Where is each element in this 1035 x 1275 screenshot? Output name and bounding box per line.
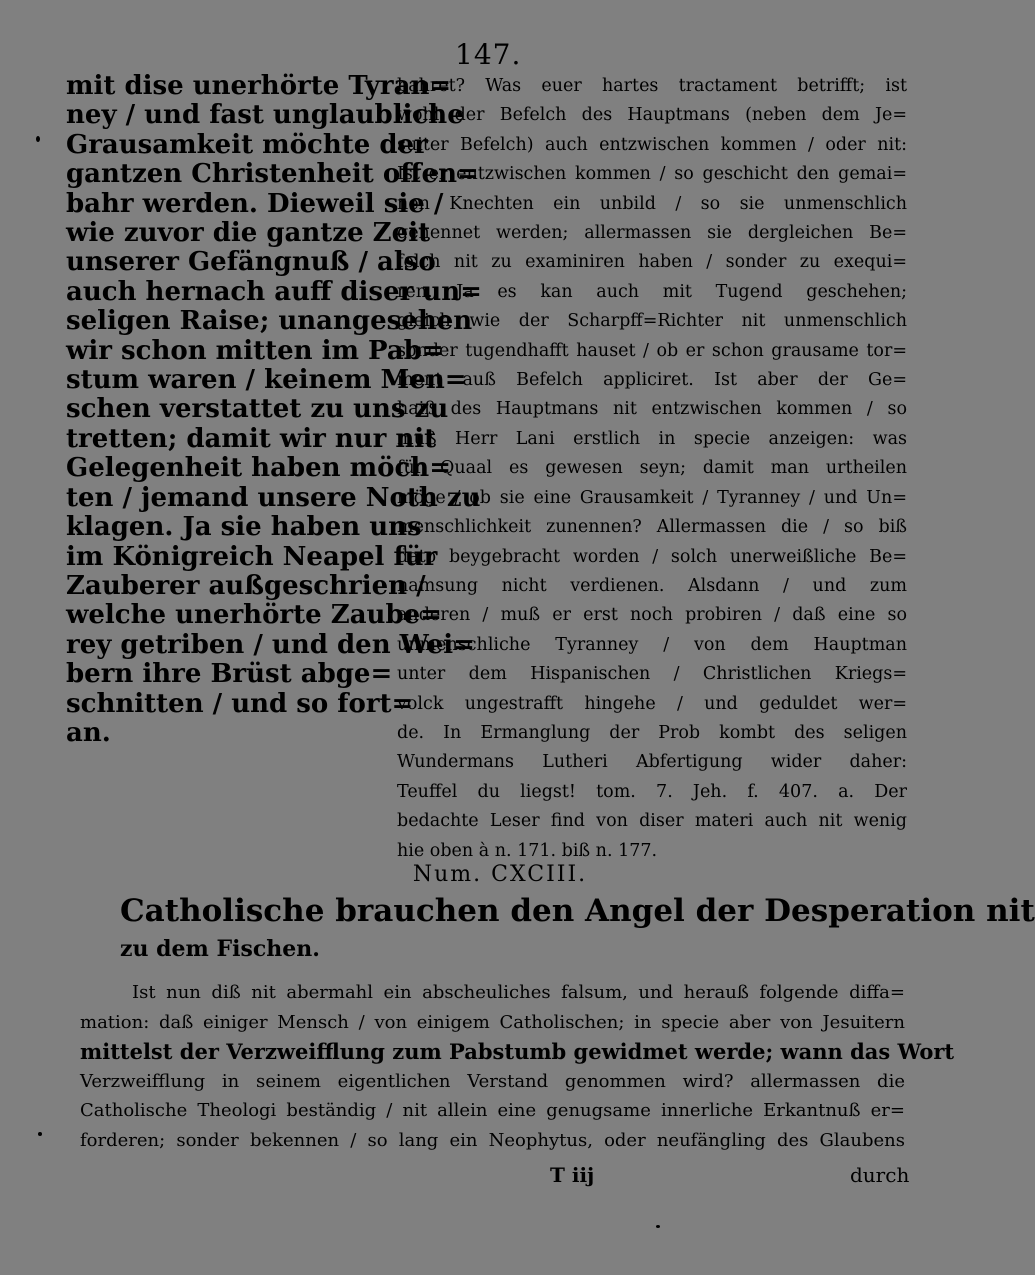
right-line: bahret? Was euer hartes tractament betrifft; ist xyxy=(397,76,907,96)
ink-speck xyxy=(656,1225,660,1228)
left-line: an. xyxy=(66,717,111,748)
left-line: stum waren / keinem Men= xyxy=(66,365,467,396)
catchword: durch xyxy=(850,1163,910,1187)
left-line: ten / jemand unsere Noth zu xyxy=(66,482,481,513)
left-line: Gelegenheit haben möch= xyxy=(66,453,451,484)
body-line: Catholische Theologi beständig / nit allein eine genugsame innerliche Erkantnuß er= xyxy=(80,1100,905,1122)
section-number: Num. CXCIII. xyxy=(412,862,588,887)
body-line: Verzweifflung in seinem eigentlichen Verstand genommen wird? allermassen die xyxy=(80,1070,905,1092)
right-line: Teuffel du liegst! tom. 7. Jeh. f. 407. a. Der xyxy=(397,781,907,802)
ink-speck xyxy=(38,1132,42,1136)
right-line: haiß des Hauptmans nit entzwischen kommen / so xyxy=(397,399,907,420)
body-line: Ist nun diß nit abermahl ein abscheuliches falsum, und herauß folgende diffa= xyxy=(132,982,905,1003)
section-heading xyxy=(120,892,1035,968)
right-line: ren. Ja es kan auch mit Tugend geschehen; xyxy=(397,281,907,302)
right-column xyxy=(397,72,907,866)
right-line: hie oben à n. 171. biß n. 177. xyxy=(397,840,658,861)
right-line: nen Knechten ein unbild / so sie unmenschlich xyxy=(397,193,907,214)
right-line: ment auß Befelch appliciret. Ist aber der Ge= xyxy=(397,370,907,391)
right-line: Ist er entzwischen kommen / so geschicht den gemai= xyxy=(397,164,907,185)
left-line: schen verstattet zu uns zu xyxy=(66,394,449,425)
body-line: mation: daß einiger Mensch / von einigem Catholischen; in specie aber von Jesuitern xyxy=(80,1011,905,1033)
left-line: bahr werden. Dieweil sie / xyxy=(66,188,444,219)
left-line: Grausamkeit möchte der xyxy=(66,129,428,160)
left-line: auch hernach auff diser un= xyxy=(66,276,482,307)
left-column xyxy=(66,71,482,748)
left-line: mit dise unerhörte Tyran= xyxy=(66,71,452,101)
right-line: sonder tugendhafft hauset / ob er schon grausame tor= xyxy=(397,340,907,361)
signature-mark: T iij xyxy=(550,1163,595,1187)
right-line: Wundermans Lutheri Abfertigung wider daher: xyxy=(397,752,907,773)
left-line: rey getriben / und den Wei= xyxy=(66,629,475,660)
right-line: felch nit zu examiniren haben / sonder zu exequi= xyxy=(397,252,907,273)
left-line: wie zuvor die gantze Zeit xyxy=(66,218,431,249)
right-line: genennet werden; allermassen sie dergleichen Be= xyxy=(397,223,907,244)
left-line: wir schon mitten im Pab= xyxy=(66,335,444,366)
section-body xyxy=(80,978,955,1156)
body-line: mittelst der Verzweifflung zum Pabstumb gewidmet werde; wann das Wort xyxy=(80,1039,955,1065)
right-line: menschlichkeit zunennen? Allermassen die / so biß xyxy=(397,517,907,538)
left-line: unserer Gefängnuß / also xyxy=(66,247,436,278)
right-line: namsung nicht verdienen. Alsdann / und zum xyxy=(397,575,907,596)
left-line: seligen Raise; unangesehen xyxy=(66,306,473,337)
right-line: unter dem Hispanischen / Christlichen Kriegs= xyxy=(397,664,907,685)
right-line: wohl der Befelch des Hauptmans (neben dem Je= xyxy=(397,105,907,126)
right-line: suiter Befelch) auch entzwischen kommen / oder nit: xyxy=(397,134,907,155)
left-line: schnitten / und so fort= xyxy=(66,688,414,719)
right-line: für Quaal es gewesen seyn; damit man urtheilen xyxy=(397,458,907,479)
right-line: gleich wie der Scharpff=Richter nit unmenschlich xyxy=(397,311,907,332)
left-line: klagen. Ja sie haben uns xyxy=(66,512,422,543)
ink-speck xyxy=(36,136,40,142)
left-line: Zauberer außgeschrien / xyxy=(66,570,426,601)
right-line: de. In Ermanglung der Prob kombt des seligen xyxy=(397,722,907,743)
heading-line: zu dem Fischen. xyxy=(120,936,320,962)
right-line: volck ungestrafft hingehe / und geduldet wer= xyxy=(397,693,907,714)
page-number: 147. xyxy=(455,38,522,71)
heading-line: Catholische brauchen den Angel der Desperation nit xyxy=(120,893,1035,929)
left-line: im Königreich Neapel für xyxy=(66,541,438,572)
right-line: muß Herr Lani erstlich in specie anzeigen: was xyxy=(397,428,907,449)
right-line: unmenschliche Tyranney / von dem Hauptman xyxy=(397,634,907,655)
right-line: bedachte Leser find von diser materi auch nit wenig xyxy=(397,811,907,832)
body-line: forderen; sonder bekennen / so lang ein Neophytus, oder neufängling des Glaubens xyxy=(80,1129,905,1151)
left-line: bern ihre Brüst abge= xyxy=(66,659,393,690)
left-line: tretten; damit wir nur nit xyxy=(66,423,437,454)
left-line: ney / und fast unglaubliche xyxy=(66,100,464,131)
left-line: welche unerhörte Zaube= xyxy=(66,600,442,631)
right-line: dato beygebracht worden / solch unerweißliche Be= xyxy=(397,546,907,567)
right-line: möge / ob sie eine Grausamkeit / Tyranney / und Un= xyxy=(397,487,907,508)
left-line: gantzen Christenheit offen= xyxy=(66,159,479,190)
right-line: anderen / muß er erst noch probiren / daß eine so xyxy=(397,605,907,626)
